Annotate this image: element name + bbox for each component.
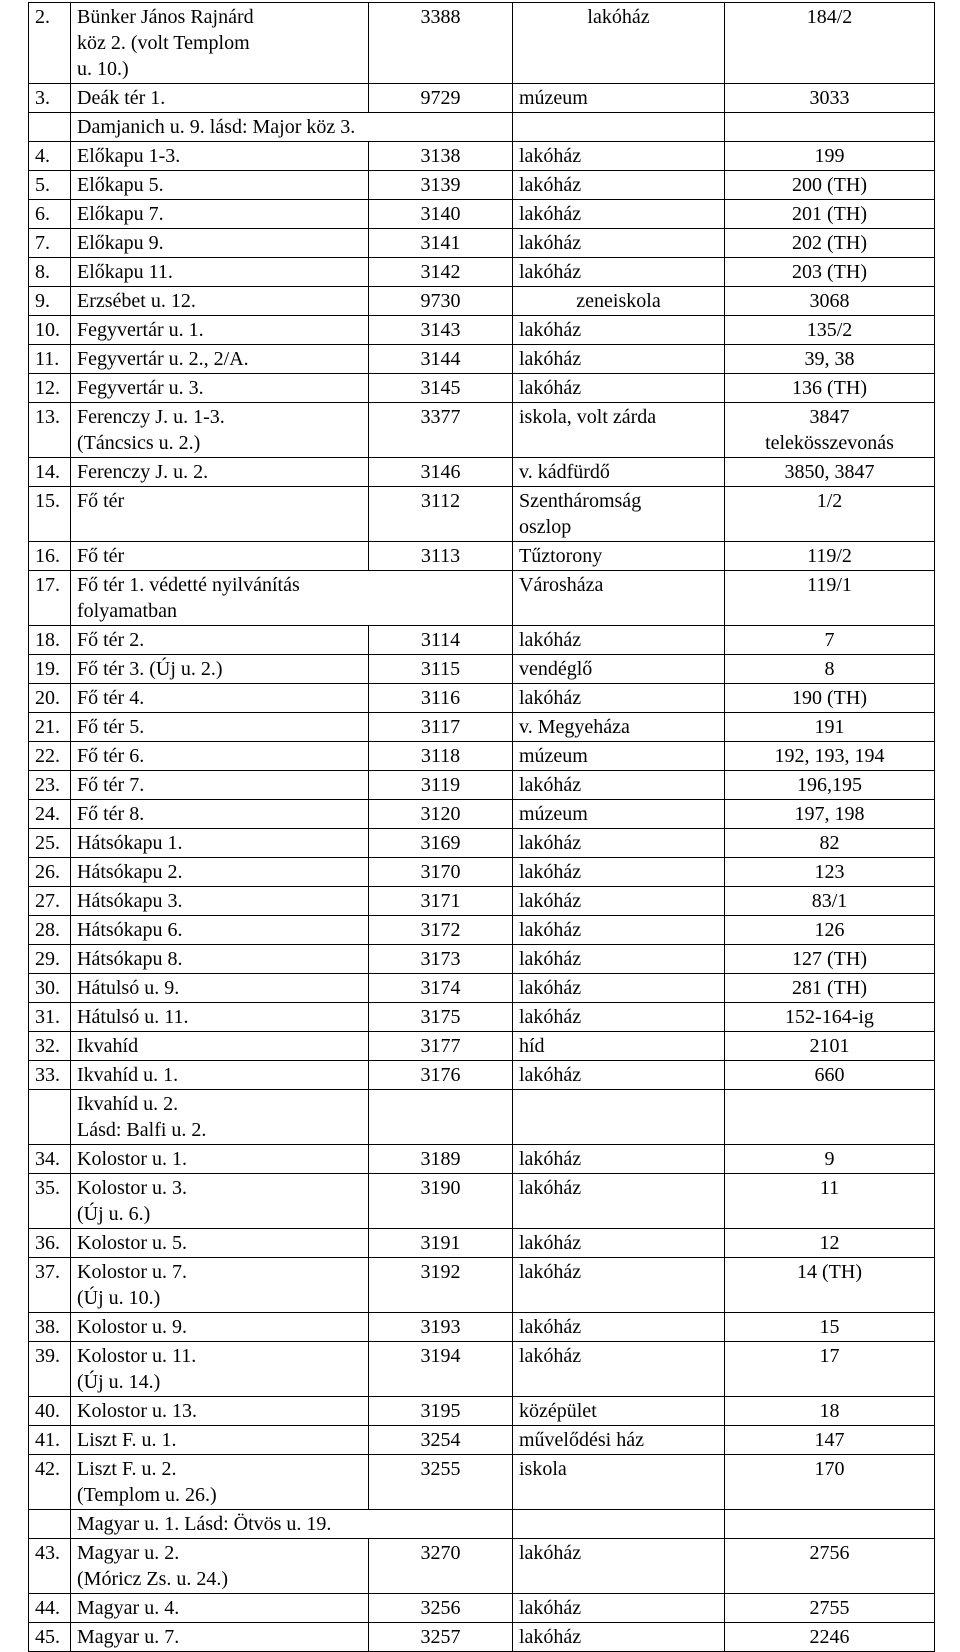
building-type-cell: Városháza bbox=[513, 571, 725, 626]
table-row bbox=[29, 916, 935, 945]
parcel-number-cell: 3256 bbox=[369, 1594, 513, 1623]
parcel-number-cell: 3119 bbox=[369, 771, 513, 800]
address-cell: Deák tér 1. bbox=[71, 84, 369, 113]
address-cell: Fő tér bbox=[71, 487, 369, 542]
table-row bbox=[29, 800, 935, 829]
parcel-number-cell: 3195 bbox=[369, 1397, 513, 1426]
address-cell: Előkapu 11. bbox=[71, 258, 369, 287]
row-number-cell: 26. bbox=[29, 858, 71, 887]
building-type-cell: lakóház bbox=[513, 626, 725, 655]
lot-number-cell: 203 (TH) bbox=[725, 258, 935, 287]
parcel-number-cell: 3176 bbox=[369, 1061, 513, 1090]
lot-number-cell: 152-164-ig bbox=[725, 1003, 935, 1032]
building-type-cell: lakóház bbox=[513, 1594, 725, 1623]
row-number-cell: 29. bbox=[29, 945, 71, 974]
address-cell: Hátsókapu 3. bbox=[71, 887, 369, 916]
address-cell: Ikvahíd u. 2. Lásd: Balfi u. 2. bbox=[71, 1090, 369, 1145]
parcel-number-cell: 3377 bbox=[369, 403, 513, 458]
address-cell: Kolostor u. 13. bbox=[71, 1397, 369, 1426]
address-cell: Hátsókapu 6. bbox=[71, 916, 369, 945]
row-number-cell: 18. bbox=[29, 626, 71, 655]
lot-number-cell: 184/2 bbox=[725, 3, 935, 84]
row-number-cell: 30. bbox=[29, 974, 71, 1003]
address-cell: Bünker János Rajnárd köz 2. (volt Templom u. 10.) bbox=[71, 3, 369, 84]
row-number-cell: 4. bbox=[29, 142, 71, 171]
lot-number-cell: 190 (TH) bbox=[725, 684, 935, 713]
table-row bbox=[29, 1229, 935, 1258]
lot-number-cell: 39, 38 bbox=[725, 345, 935, 374]
table-row bbox=[29, 1594, 935, 1623]
parcel-number-cell: 3139 bbox=[369, 171, 513, 200]
building-type-cell: lakóház bbox=[513, 1258, 725, 1313]
lot-number-cell: 123 bbox=[725, 858, 935, 887]
building-type-cell: lakóház bbox=[513, 316, 725, 345]
row-number-cell bbox=[29, 1510, 71, 1539]
address-cell: Fő tér 2. bbox=[71, 626, 369, 655]
building-type-cell bbox=[513, 1510, 725, 1539]
row-number-cell: 32. bbox=[29, 1032, 71, 1061]
row-number-cell: 13. bbox=[29, 403, 71, 458]
lot-number-cell: 2755 bbox=[725, 1594, 935, 1623]
table-row bbox=[29, 771, 935, 800]
row-number-cell: 31. bbox=[29, 1003, 71, 1032]
lot-number-cell: 147 bbox=[725, 1426, 935, 1455]
row-number-cell: 25. bbox=[29, 829, 71, 858]
table-row bbox=[29, 229, 935, 258]
lot-number-cell: 8 bbox=[725, 655, 935, 684]
table-row bbox=[29, 713, 935, 742]
building-type-cell: lakóház bbox=[513, 1229, 725, 1258]
address-cell: Fegyvertár u. 1. bbox=[71, 316, 369, 345]
row-number-cell: 6. bbox=[29, 200, 71, 229]
lot-number-cell: 3850, 3847 bbox=[725, 458, 935, 487]
row-number-cell: 17. bbox=[29, 571, 71, 626]
building-type-cell: Szentháromság oszlop bbox=[513, 487, 725, 542]
table-body bbox=[29, 3, 935, 1652]
table-row bbox=[29, 1313, 935, 1342]
building-type-cell: lakóház bbox=[513, 1003, 725, 1032]
parcel-number-cell: 3388 bbox=[369, 3, 513, 84]
parcel-number-cell: 3190 bbox=[369, 1174, 513, 1229]
row-number-cell: 39. bbox=[29, 1342, 71, 1397]
address-cell: Előkapu 9. bbox=[71, 229, 369, 258]
lot-number-cell: 201 (TH) bbox=[725, 200, 935, 229]
address-cell: Magyar u. 2. (Móricz Zs. u. 24.) bbox=[71, 1539, 369, 1594]
parcel-number-cell: 3146 bbox=[369, 458, 513, 487]
parcel-number-cell: 3174 bbox=[369, 974, 513, 1003]
monument-register-table bbox=[28, 2, 935, 1652]
building-type-cell: lakóház bbox=[513, 1174, 725, 1229]
address-cell: Liszt F. u. 2. (Templom u. 26.) bbox=[71, 1455, 369, 1510]
parcel-number-cell: 3173 bbox=[369, 945, 513, 974]
parcel-number-cell: 3169 bbox=[369, 829, 513, 858]
lot-number-cell: 3847 telekösszevonás bbox=[725, 403, 935, 458]
building-type-cell bbox=[513, 113, 725, 142]
address-cell: Kolostor u. 1. bbox=[71, 1145, 369, 1174]
table-row bbox=[29, 1258, 935, 1313]
building-type-cell: múzeum bbox=[513, 84, 725, 113]
building-type-cell: művelődési ház bbox=[513, 1426, 725, 1455]
lot-number-cell: 1/2 bbox=[725, 487, 935, 542]
table-row bbox=[29, 142, 935, 171]
table-row bbox=[29, 655, 935, 684]
parcel-number-cell bbox=[369, 1090, 513, 1145]
building-type-cell: lakóház bbox=[513, 3, 725, 84]
building-type-cell: v. Megyeháza bbox=[513, 713, 725, 742]
table-row bbox=[29, 1145, 935, 1174]
lot-number-cell: 660 bbox=[725, 1061, 935, 1090]
lot-number-cell: 119/1 bbox=[725, 571, 935, 626]
lot-number-cell: 7 bbox=[725, 626, 935, 655]
table-row bbox=[29, 200, 935, 229]
table-row bbox=[29, 171, 935, 200]
parcel-number-cell: 3141 bbox=[369, 229, 513, 258]
table-row bbox=[29, 458, 935, 487]
row-number-cell: 24. bbox=[29, 800, 71, 829]
address-cell: Liszt F. u. 1. bbox=[71, 1426, 369, 1455]
row-number-cell: 14. bbox=[29, 458, 71, 487]
building-type-cell: vendéglő bbox=[513, 655, 725, 684]
row-number-cell: 40. bbox=[29, 1397, 71, 1426]
table-row bbox=[29, 887, 935, 916]
lot-number-cell: 202 (TH) bbox=[725, 229, 935, 258]
row-number-cell: 42. bbox=[29, 1455, 71, 1510]
table-row bbox=[29, 684, 935, 713]
address-cell: Fő tér 4. bbox=[71, 684, 369, 713]
building-type-cell: lakóház bbox=[513, 171, 725, 200]
lot-number-cell: 127 (TH) bbox=[725, 945, 935, 974]
address-cell: Fő tér 5. bbox=[71, 713, 369, 742]
parcel-number-cell: 3254 bbox=[369, 1426, 513, 1455]
row-number-cell: 35. bbox=[29, 1174, 71, 1229]
address-cell: Kolostor u. 7. (Új u. 10.) bbox=[71, 1258, 369, 1313]
table-row bbox=[29, 84, 935, 113]
row-number-cell: 36. bbox=[29, 1229, 71, 1258]
address-cell: Fő tér bbox=[71, 542, 369, 571]
row-number-cell: 7. bbox=[29, 229, 71, 258]
building-type-cell: híd bbox=[513, 1032, 725, 1061]
address-cell: Magyar u. 7. bbox=[71, 1623, 369, 1652]
lot-number-cell bbox=[725, 1510, 935, 1539]
row-number-cell: 21. bbox=[29, 713, 71, 742]
lot-number-cell: 18 bbox=[725, 1397, 935, 1426]
building-type-cell: lakóház bbox=[513, 1061, 725, 1090]
lot-number-cell: 15 bbox=[725, 1313, 935, 1342]
lot-number-cell: 126 bbox=[725, 916, 935, 945]
parcel-number-cell: 3138 bbox=[369, 142, 513, 171]
row-number-cell: 38. bbox=[29, 1313, 71, 1342]
parcel-number-cell: 3170 bbox=[369, 858, 513, 887]
address-cell: Hátsókapu 8. bbox=[71, 945, 369, 974]
row-number-cell: 44. bbox=[29, 1594, 71, 1623]
row-number-cell: 12. bbox=[29, 374, 71, 403]
lot-number-cell: 9 bbox=[725, 1145, 935, 1174]
lot-number-cell: 12 bbox=[725, 1229, 935, 1258]
parcel-number-cell: 3115 bbox=[369, 655, 513, 684]
address-cell: Ferenczy J. u. 2. bbox=[71, 458, 369, 487]
address-cell: Fő tér 1. védetté nyilvánítás folyamatban bbox=[71, 571, 513, 626]
row-number-cell: 41. bbox=[29, 1426, 71, 1455]
building-type-cell: lakóház bbox=[513, 1313, 725, 1342]
building-type-cell: iskola, volt zárda bbox=[513, 403, 725, 458]
address-cell: Hátulsó u. 9. bbox=[71, 974, 369, 1003]
address-cell: Ikvahíd bbox=[71, 1032, 369, 1061]
table-row bbox=[29, 1061, 935, 1090]
lot-number-cell: 197, 198 bbox=[725, 800, 935, 829]
table-row bbox=[29, 945, 935, 974]
lot-number-cell: 281 (TH) bbox=[725, 974, 935, 1003]
address-cell: Előkapu 1-3. bbox=[71, 142, 369, 171]
parcel-number-cell: 3113 bbox=[369, 542, 513, 571]
lot-number-cell bbox=[725, 113, 935, 142]
table-row bbox=[29, 571, 935, 626]
table-row bbox=[29, 858, 935, 887]
row-number-cell: 27. bbox=[29, 887, 71, 916]
table-row bbox=[29, 374, 935, 403]
table-row bbox=[29, 1090, 935, 1145]
table-row bbox=[29, 487, 935, 542]
row-number-cell: 45. bbox=[29, 1623, 71, 1652]
parcel-number-cell: 3140 bbox=[369, 200, 513, 229]
parcel-number-cell: 3145 bbox=[369, 374, 513, 403]
address-cell: Fegyvertár u. 2., 2/A. bbox=[71, 345, 369, 374]
lot-number-cell: 14 (TH) bbox=[725, 1258, 935, 1313]
address-cell: Magyar u. 1. Lásd: Ötvös u. 19. bbox=[71, 1510, 513, 1539]
building-type-cell: lakóház bbox=[513, 1342, 725, 1397]
row-number-cell: 9. bbox=[29, 287, 71, 316]
lot-number-cell: 135/2 bbox=[725, 316, 935, 345]
parcel-number-cell: 3118 bbox=[369, 742, 513, 771]
row-number-cell bbox=[29, 1090, 71, 1145]
building-type-cell: lakóház bbox=[513, 684, 725, 713]
row-number-cell: 20. bbox=[29, 684, 71, 713]
row-number-cell: 5. bbox=[29, 171, 71, 200]
lot-number-cell: 3068 bbox=[725, 287, 935, 316]
parcel-number-cell: 9730 bbox=[369, 287, 513, 316]
lot-number-cell: 2101 bbox=[725, 1032, 935, 1061]
table-row bbox=[29, 316, 935, 345]
table-row bbox=[29, 1510, 935, 1539]
parcel-number-cell: 3257 bbox=[369, 1623, 513, 1652]
parcel-number-cell: 3192 bbox=[369, 1258, 513, 1313]
parcel-number-cell: 3189 bbox=[369, 1145, 513, 1174]
table-row bbox=[29, 258, 935, 287]
building-type-cell: zeneiskola bbox=[513, 287, 725, 316]
table-row bbox=[29, 542, 935, 571]
building-type-cell: lakóház bbox=[513, 142, 725, 171]
lot-number-cell bbox=[725, 1090, 935, 1145]
lot-number-cell: 136 (TH) bbox=[725, 374, 935, 403]
row-number-cell: 16. bbox=[29, 542, 71, 571]
lot-number-cell: 2756 bbox=[725, 1539, 935, 1594]
address-cell: Hátsókapu 2. bbox=[71, 858, 369, 887]
address-cell: Előkapu 7. bbox=[71, 200, 369, 229]
parcel-number-cell: 3255 bbox=[369, 1455, 513, 1510]
address-cell: Kolostor u. 11. (Új u. 14.) bbox=[71, 1342, 369, 1397]
table-row bbox=[29, 1397, 935, 1426]
address-cell: Magyar u. 4. bbox=[71, 1594, 369, 1623]
address-cell: Erzsébet u. 12. bbox=[71, 287, 369, 316]
address-cell: Fő tér 3. (Új u. 2.) bbox=[71, 655, 369, 684]
lot-number-cell: 196,195 bbox=[725, 771, 935, 800]
building-type-cell: lakóház bbox=[513, 1623, 725, 1652]
address-cell: Fő tér 8. bbox=[71, 800, 369, 829]
table-row bbox=[29, 345, 935, 374]
building-type-cell: lakóház bbox=[513, 858, 725, 887]
address-cell: Hátsókapu 1. bbox=[71, 829, 369, 858]
lot-number-cell: 199 bbox=[725, 142, 935, 171]
table-row bbox=[29, 829, 935, 858]
lot-number-cell: 170 bbox=[725, 1455, 935, 1510]
building-type-cell: lakóház bbox=[513, 945, 725, 974]
row-number-cell: 11. bbox=[29, 345, 71, 374]
building-type-cell: lakóház bbox=[513, 1145, 725, 1174]
building-type-cell: lakóház bbox=[513, 974, 725, 1003]
row-number-cell: 33. bbox=[29, 1061, 71, 1090]
parcel-number-cell: 3177 bbox=[369, 1032, 513, 1061]
building-type-cell: lakóház bbox=[513, 1539, 725, 1594]
parcel-number-cell: 3142 bbox=[369, 258, 513, 287]
table-row bbox=[29, 1003, 935, 1032]
building-type-cell bbox=[513, 1090, 725, 1145]
building-type-cell: lakóház bbox=[513, 829, 725, 858]
address-cell: Kolostor u. 3. (Új u. 6.) bbox=[71, 1174, 369, 1229]
building-type-cell: lakóház bbox=[513, 229, 725, 258]
address-cell: Ikvahíd u. 1. bbox=[71, 1061, 369, 1090]
table-row bbox=[29, 1032, 935, 1061]
building-type-cell: középület bbox=[513, 1397, 725, 1426]
parcel-number-cell: 3193 bbox=[369, 1313, 513, 1342]
table-row bbox=[29, 742, 935, 771]
address-cell: Fegyvertár u. 3. bbox=[71, 374, 369, 403]
row-number-cell: 28. bbox=[29, 916, 71, 945]
lot-number-cell: 82 bbox=[725, 829, 935, 858]
lot-number-cell: 191 bbox=[725, 713, 935, 742]
parcel-number-cell: 3175 bbox=[369, 1003, 513, 1032]
parcel-number-cell: 3112 bbox=[369, 487, 513, 542]
row-number-cell: 22. bbox=[29, 742, 71, 771]
row-number-cell: 2. bbox=[29, 3, 71, 84]
lot-number-cell: 119/2 bbox=[725, 542, 935, 571]
row-number-cell: 3. bbox=[29, 84, 71, 113]
parcel-number-cell: 3191 bbox=[369, 1229, 513, 1258]
document-page bbox=[28, 2, 934, 1652]
building-type-cell: múzeum bbox=[513, 742, 725, 771]
table-row bbox=[29, 626, 935, 655]
parcel-number-cell: 3172 bbox=[369, 916, 513, 945]
building-type-cell: múzeum bbox=[513, 800, 725, 829]
row-number-cell: 19. bbox=[29, 655, 71, 684]
row-number-cell: 8. bbox=[29, 258, 71, 287]
table-row bbox=[29, 287, 935, 316]
table-row bbox=[29, 1539, 935, 1594]
table-row bbox=[29, 974, 935, 1003]
table-row bbox=[29, 403, 935, 458]
parcel-number-cell: 3120 bbox=[369, 800, 513, 829]
building-type-cell: lakóház bbox=[513, 374, 725, 403]
row-number-cell: 10. bbox=[29, 316, 71, 345]
lot-number-cell: 3033 bbox=[725, 84, 935, 113]
parcel-number-cell: 3116 bbox=[369, 684, 513, 713]
parcel-number-cell: 3171 bbox=[369, 887, 513, 916]
building-type-cell: iskola bbox=[513, 1455, 725, 1510]
lot-number-cell: 192, 193, 194 bbox=[725, 742, 935, 771]
address-cell: Damjanich u. 9. lásd: Major köz 3. bbox=[71, 113, 513, 142]
parcel-number-cell: 3270 bbox=[369, 1539, 513, 1594]
building-type-cell: v. kádfürdő bbox=[513, 458, 725, 487]
row-number-cell: 34. bbox=[29, 1145, 71, 1174]
address-cell: Fő tér 6. bbox=[71, 742, 369, 771]
table-row bbox=[29, 1623, 935, 1652]
lot-number-cell: 2246 bbox=[725, 1623, 935, 1652]
parcel-number-cell: 3144 bbox=[369, 345, 513, 374]
building-type-cell: lakóház bbox=[513, 200, 725, 229]
row-number-cell: 37. bbox=[29, 1258, 71, 1313]
parcel-number-cell: 3114 bbox=[369, 626, 513, 655]
parcel-number-cell: 3194 bbox=[369, 1342, 513, 1397]
address-cell: Kolostor u. 5. bbox=[71, 1229, 369, 1258]
row-number-cell: 23. bbox=[29, 771, 71, 800]
building-type-cell: lakóház bbox=[513, 887, 725, 916]
lot-number-cell: 83/1 bbox=[725, 887, 935, 916]
parcel-number-cell: 3143 bbox=[369, 316, 513, 345]
address-cell: Ferenczy J. u. 1-3. (Táncsics u. 2.) bbox=[71, 403, 369, 458]
row-number-cell: 15. bbox=[29, 487, 71, 542]
lot-number-cell: 17 bbox=[725, 1342, 935, 1397]
row-number-cell bbox=[29, 113, 71, 142]
building-type-cell: lakóház bbox=[513, 916, 725, 945]
address-cell: Előkapu 5. bbox=[71, 171, 369, 200]
address-cell: Hátulsó u. 11. bbox=[71, 1003, 369, 1032]
table-row bbox=[29, 1342, 935, 1397]
parcel-number-cell: 9729 bbox=[369, 84, 513, 113]
table-row bbox=[29, 1455, 935, 1510]
building-type-cell: Tűztorony bbox=[513, 542, 725, 571]
row-number-cell: 43. bbox=[29, 1539, 71, 1594]
lot-number-cell: 11 bbox=[725, 1174, 935, 1229]
address-cell: Kolostor u. 9. bbox=[71, 1313, 369, 1342]
lot-number-cell: 200 (TH) bbox=[725, 171, 935, 200]
building-type-cell: lakóház bbox=[513, 258, 725, 287]
parcel-number-cell: 3117 bbox=[369, 713, 513, 742]
table-row bbox=[29, 3, 935, 84]
address-cell: Fő tér 7. bbox=[71, 771, 369, 800]
building-type-cell: lakóház bbox=[513, 345, 725, 374]
table-row bbox=[29, 113, 935, 142]
table-row bbox=[29, 1174, 935, 1229]
table-row bbox=[29, 1426, 935, 1455]
building-type-cell: lakóház bbox=[513, 771, 725, 800]
